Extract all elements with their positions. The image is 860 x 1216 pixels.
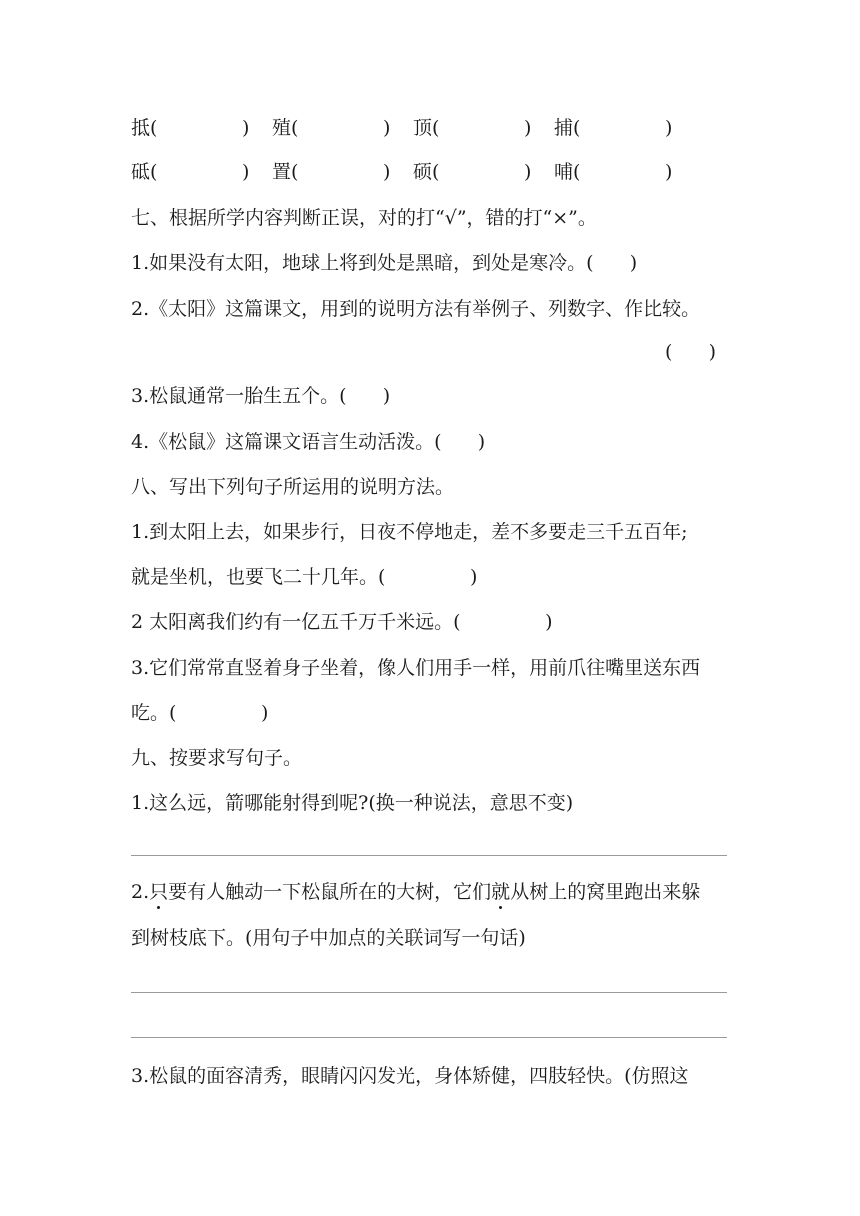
char-item: 殖( ): [272, 117, 391, 139]
char-item: 硕( ): [413, 161, 532, 183]
question-7-3: 3.松鼠通常一胎生五个。( ): [131, 385, 391, 407]
question-8-1-cont: 就是坐机，也要飞二十几年。( ): [131, 566, 478, 588]
emphasis-dot-word: 就: [491, 881, 511, 903]
char-item: 捕( ): [554, 117, 673, 139]
answer-line[interactable]: [131, 1037, 727, 1038]
char-item: 置( ): [272, 161, 391, 183]
char-item: 顶( ): [413, 117, 532, 139]
question-8-2: 2 太阳离我们约有一亿五千万千米远。( ): [131, 611, 553, 633]
question-7-1: 1.如果没有太阳，地球上将到处是黑暗，到处是寒冷。( ): [131, 252, 638, 274]
section-7-heading: 七、根据所学内容判断正误，对的打“√”，错的打“×”。: [131, 207, 597, 229]
sentence-text: 从树上的窝里跑出来躲: [510, 881, 701, 903]
question-8-3-cont: 吃。( ): [131, 702, 269, 724]
section-9-heading: 九、按要求写句子。: [131, 747, 303, 769]
question-8-3: 3.它们常常直竖着身子坐着，像人们用手一样，用前爪往嘴里送东西: [131, 657, 701, 679]
question-7-4: 4.《松鼠》这篇课文语言生动活泼。( ): [131, 431, 486, 453]
question-9-1: 1.这么远，箭哪能射得到呢?(换一种说法，意思不变): [131, 792, 574, 814]
section-8-heading: 八、写出下列句子所运用的说明方法。: [131, 476, 455, 498]
question-9-2: [131, 880, 700, 904]
emphasis-dot-word: 只: [149, 881, 169, 903]
char-item: 抵( ): [131, 117, 250, 139]
answer-bracket: ( ): [665, 341, 717, 363]
answer-line[interactable]: [131, 992, 727, 993]
char-item: 砥( ): [131, 161, 250, 183]
answer-line[interactable]: [131, 855, 727, 856]
question-7-2: 2.《太阳》这篇课文，用到的说明方法有举例子、列数字、作比较。: [131, 298, 701, 320]
question-9-2-cont: 到树枝底下。(用句子中加点的关联词写一句话): [131, 927, 526, 949]
question-8-1: 1.到太阳上去，如果步行，日夜不停地走，差不多要走三千五百年;: [131, 521, 688, 543]
sentence-text: 要有人触动一下松鼠所在的大树，它们: [168, 881, 492, 903]
char-item: 哺( ): [554, 161, 673, 183]
question-9-3: 3.松鼠的面容清秀，眼睛闪闪发光，身体矫健，四肢轻快。(仿照这: [131, 1065, 689, 1087]
question-number: 2.: [131, 881, 150, 903]
